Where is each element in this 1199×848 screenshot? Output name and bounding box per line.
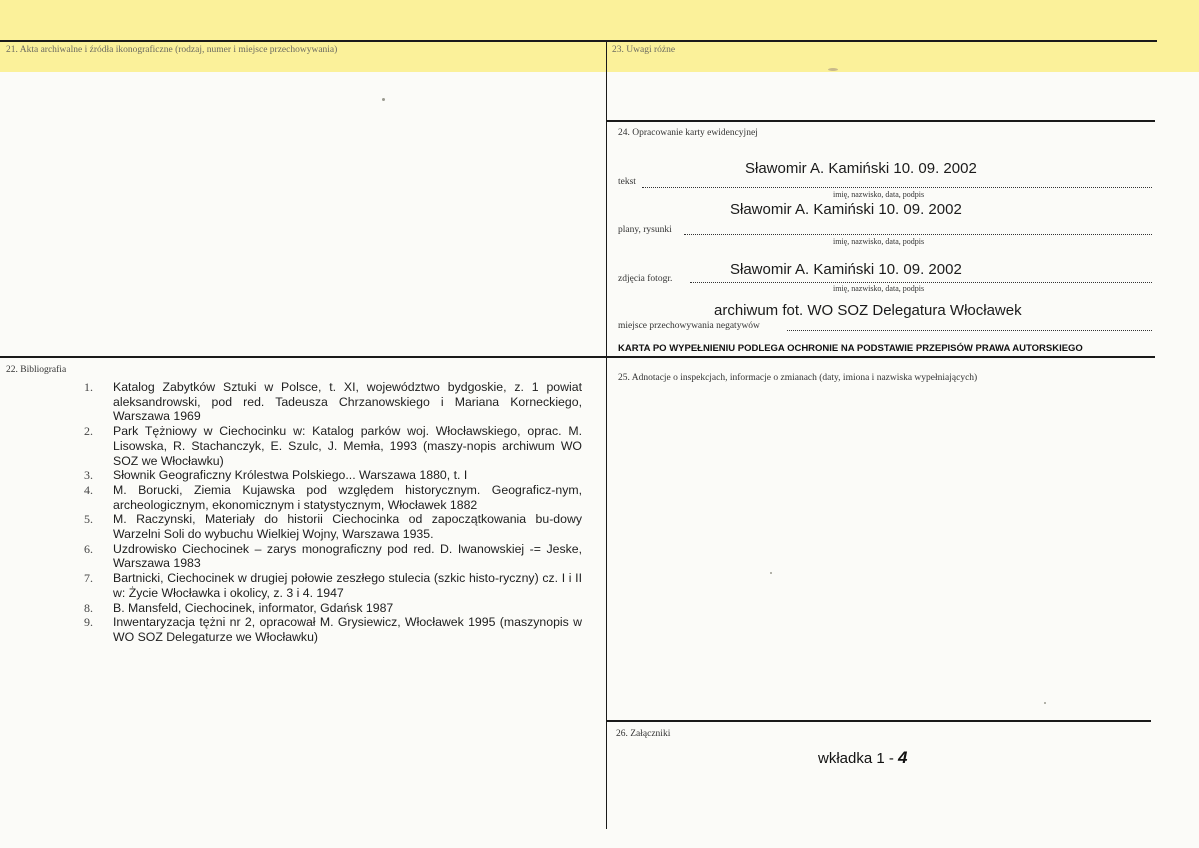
plans-author-value: Sławomir A. Kamiński 10. 09. 2002 xyxy=(730,201,962,218)
photos-author-value: Sławomir A. Kamiński 10. 09. 2002 xyxy=(730,261,962,278)
section-21-label: 21. Akta archiwalne i źródła ikonograficzne (rodzaj, numer i miejsce przechowywania) xyxy=(6,45,338,55)
section-25-label: 25. Adnotacje o inspekcjach, informacje o zmianach (daty, imiona i nazwiska wypełniających) xyxy=(618,373,978,383)
plans-author-line xyxy=(684,234,1152,235)
plans-author-label: plany, rysunki xyxy=(618,225,672,235)
bibliography-item xyxy=(82,512,582,541)
top-rule xyxy=(0,40,1157,42)
bibliography-number: 9. xyxy=(84,615,93,630)
negatives-location-value: archiwum fot. WO SOZ Delegatura Włocławek xyxy=(714,302,1022,319)
bibliography-item xyxy=(82,571,582,600)
copyright-notice: KARTA PO WYPEŁNIENIU PODLEGA OCHRONIE NA PODSTAWIE PRZEPISÓW PRAWA AUTORSKIEGO xyxy=(618,343,1083,354)
bibliography-item xyxy=(82,468,582,483)
bibliography-text: Katalog Zabytków Sztuki w Polsce, t. XI, województwo bydgoskie, z. 1 powiat aleksandrowski, pod red. Tadeusza Chrzanowskiego i Mariana Korneckiego, Warszawa 1969 xyxy=(113,380,582,424)
negatives-location-label: miejsce przechowywania negatywów xyxy=(618,321,760,331)
paper-speck xyxy=(382,98,385,101)
bibliography-text: B. Mansfeld, Ciechocinek, informator, Gdańsk 1987 xyxy=(113,600,394,615)
rule-mid xyxy=(0,356,1155,358)
bibliography-text: M. Raczynski, Materiały do historii Ciechocinka od zapoczątkowania bu-dowy Warzelni Soli do wybuchu Wielkiej Wojny, Warszawa 1935. xyxy=(113,512,582,542)
text-author-line xyxy=(642,187,1152,188)
paper-speck xyxy=(1044,702,1046,704)
bibliography-list xyxy=(82,380,582,645)
bibliography-item xyxy=(82,380,582,424)
section-23-label: 23. Uwagi różne xyxy=(612,45,676,55)
bibliography-text: Uzdrowisko Ciechocinek – zarys monograficzny pod red. D. Iwanowskiej -= Jeske, Warszawa 1983 xyxy=(113,541,582,571)
rule-23-24 xyxy=(607,120,1155,122)
photos-author-label: zdjęcia fotogr. xyxy=(618,274,673,284)
bibliography-text: Park Tężniowy w Ciechocinku w: Katalog parków woj. Włocławskiego, oprac. M. Lisowska, R. Stachanczyk, E. Szulc, J. Memła, 1993 (maszy-nopis archiwum WO SOZ we Włocławku) xyxy=(113,424,582,468)
bibliography-number: 2. xyxy=(84,424,93,439)
center-divider xyxy=(606,41,607,829)
section-22-label: 22. Bibliografia xyxy=(6,365,67,375)
attachment-handwritten-number: 4 xyxy=(898,748,908,767)
negatives-location-line xyxy=(787,330,1152,331)
bibliography-number: 4. xyxy=(84,482,93,497)
bibliography-item xyxy=(82,615,582,644)
bibliography-number: 6. xyxy=(84,541,93,556)
paper-speck xyxy=(828,68,838,71)
rule-25-26 xyxy=(607,720,1151,722)
bibliography-number: 5. xyxy=(84,512,93,527)
attachment-text: wkładka 1 - xyxy=(818,750,899,767)
bibliography-item xyxy=(82,542,582,571)
bibliography-number: 7. xyxy=(84,571,93,586)
bibliography-text: Bartnicki, Ciechocinek w drugiej połowie zeszłego stulecia (szkic histo-ryczny) cz. I i II w: Życie Włocławka i okolicy, z. 3 i 4. 1947 xyxy=(113,571,582,600)
section-24-label: 24. Opracowanie karty ewidencyjnej xyxy=(618,128,758,138)
section-26-label: 26. Załączniki xyxy=(616,729,671,739)
photos-author-line xyxy=(690,282,1152,283)
photos-author-caption: imię, nazwisko, data, podpis xyxy=(833,284,925,293)
plans-author-caption: imię, nazwisko, data, podpis xyxy=(833,237,925,246)
bibliography-number: 3. xyxy=(84,468,93,483)
bibliography-number: 1. xyxy=(84,380,93,394)
text-author-label: tekst xyxy=(618,177,636,187)
bibliography-text: Słownik Geograficzny Królestwa Polskiego... Warszawa 1880, t. I xyxy=(113,468,468,483)
bibliography-item xyxy=(82,483,582,512)
highlight-band xyxy=(0,0,1199,72)
bibliography-number: 8. xyxy=(84,600,93,615)
bibliography-item xyxy=(82,601,582,616)
text-author-caption: imię, nazwisko, data, podpis xyxy=(833,190,925,199)
bibliography-text: M. Borucki, Ziemia Kujawska pod względem historycznym. Geograficz-nym, archeologicznym, ekonomicznym i statystycznym, Włocławek 1882 xyxy=(113,482,582,512)
attachment-note xyxy=(818,748,908,768)
text-author-value: Sławomir A. Kamiński 10. 09. 2002 xyxy=(745,160,977,177)
bibliography-text: Inwentaryzacja tężni nr 2, opracował M. Grysiewicz, Włocławek 1995 (maszynopis w WO SOZ Delegaturze we Włocławku) xyxy=(113,615,582,644)
bibliography-item xyxy=(82,424,582,468)
paper-speck xyxy=(770,572,772,574)
